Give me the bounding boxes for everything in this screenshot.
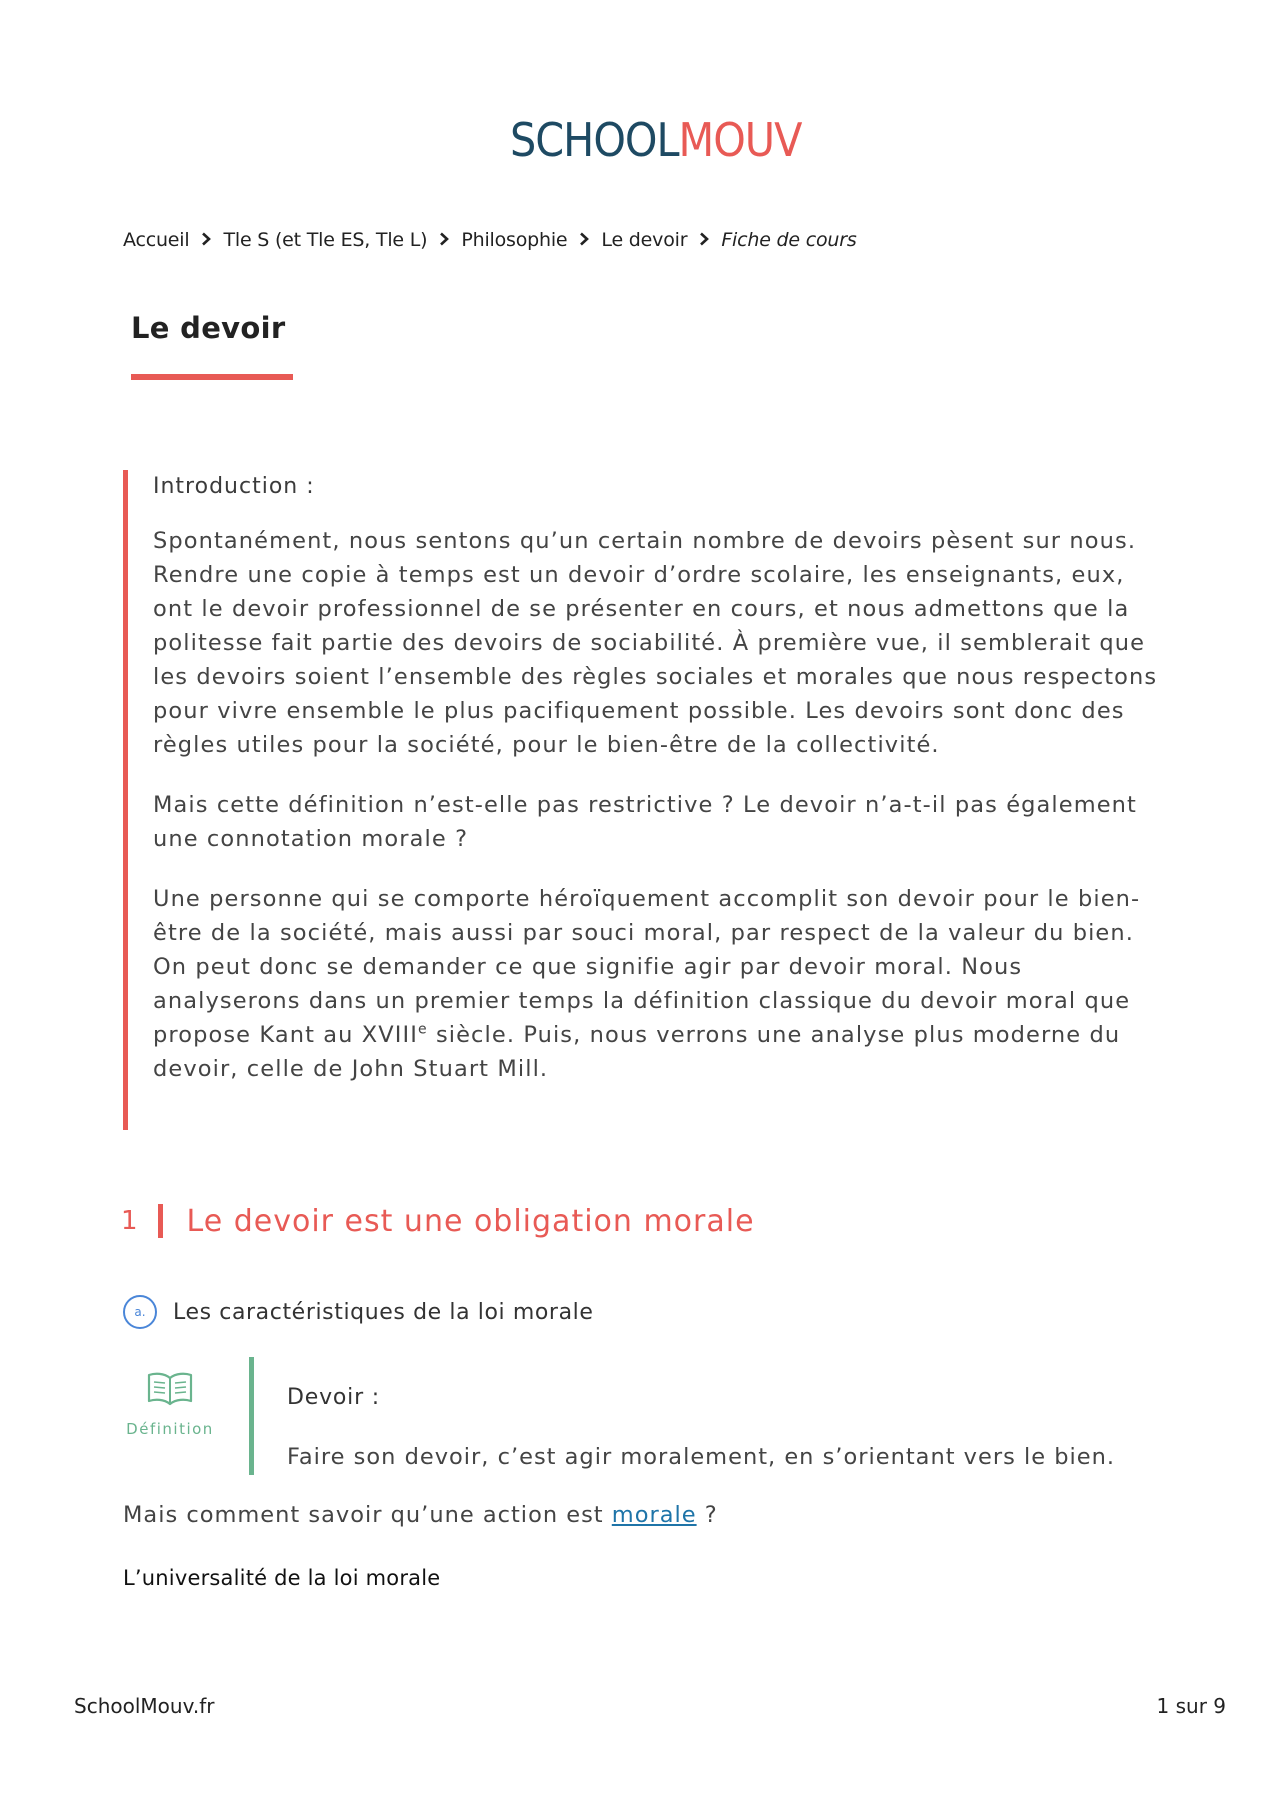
brand-wordmark: SCHOOLMOUV	[510, 113, 802, 167]
breadcrumb-chapter[interactable]: Le devoir	[601, 229, 688, 251]
breadcrumb	[123, 225, 857, 255]
chevron-right-icon	[439, 229, 449, 251]
section-divider	[158, 1204, 163, 1238]
open-book-icon	[146, 1370, 194, 1406]
intro-p3-text-end: siècle. Puis, nous verrons une analyse plus moderne du devoir, celle de John Stuart Mill.	[153, 1022, 1121, 1082]
intro-p3-text: Une personne qui se comporte héroïquement accomplit son devoir pour le bien-être de la société, mais aussi par souci moral, par respect de la valeur du bien. On peut donc se demander ce que signifie agir par devoir moral. Nous analyserons dans un premier temps la définition classique du devoir moral que propose Kant au XVIII	[153, 886, 1141, 1048]
section-number: 1	[121, 1206, 138, 1236]
breadcrumb-subject[interactable]: Philosophie	[461, 229, 568, 251]
chevron-right-icon	[579, 229, 589, 251]
chevron-right-icon	[201, 229, 211, 251]
schoolmouv-logo[interactable]	[496, 92, 802, 184]
subheading: L’universalité de la loi morale	[123, 1566, 441, 1590]
intro-paragraph: Spontanément, nous sentons qu’un certain nombre de devoirs pèsent sur nous. Rendre une copie à temps est un devoir d’ordre scolaire, les enseignants, eux, ont le devoir professionnel de se présenter en cours, et nous admettons que la politesse fait partie des devoirs de sociabilité. À première vue, il semblerait que les devoirs soient l’ensemble des règles sociales et morales que nous respectons pour vivre ensemble le plus pacifiquement possible. Les devoirs sont donc des règles utiles pour la société, pour le bien-être de la collectivité.	[153, 528, 1158, 758]
breadcrumb-home[interactable]: Accueil	[123, 229, 190, 251]
section-heading	[121, 1196, 755, 1246]
breadcrumb-current: Fiche de cours	[721, 229, 857, 251]
breadcrumb-level[interactable]: Tle S (et Tle ES, Tle L)	[223, 229, 428, 251]
introduction-block	[123, 470, 1168, 1130]
footer-site: SchoolMouv.fr	[74, 1694, 215, 1718]
century-superscript: e	[417, 1021, 428, 1038]
intro-heading: Introduction :	[153, 474, 315, 499]
definition-title: Devoir :	[287, 1385, 380, 1410]
definition-divider	[249, 1357, 254, 1475]
question-text	[123, 1502, 718, 1528]
subsection-title: Les caractéristiques de la loi morale	[173, 1299, 594, 1325]
subsection-badge: a.	[123, 1295, 157, 1329]
definition-body: Faire son devoir, c’est agir moralement, en s’orientant vers le bien.	[287, 1444, 1115, 1470]
subsection-heading	[123, 1292, 594, 1332]
question-end: ?	[696, 1502, 718, 1528]
intro-paragraph	[153, 882, 1165, 1086]
section-title: Le devoir est une obligation morale	[186, 1203, 755, 1239]
page-number: 1 sur 9	[1156, 1694, 1226, 1718]
chevron-right-icon	[699, 229, 709, 251]
page-title: Le devoir	[131, 311, 286, 345]
definition-label: Définition	[126, 1420, 214, 1438]
definition-marker	[120, 1370, 220, 1438]
title-underline	[131, 374, 293, 380]
intro-paragraph: Mais cette définition n’est-elle pas restrictive ? Le devoir n’a-t-il pas également une connotation morale ?	[153, 792, 1137, 852]
question-start: Mais comment savoir qu’une action est	[123, 1502, 612, 1528]
morale-link[interactable]: morale	[611, 1502, 697, 1528]
